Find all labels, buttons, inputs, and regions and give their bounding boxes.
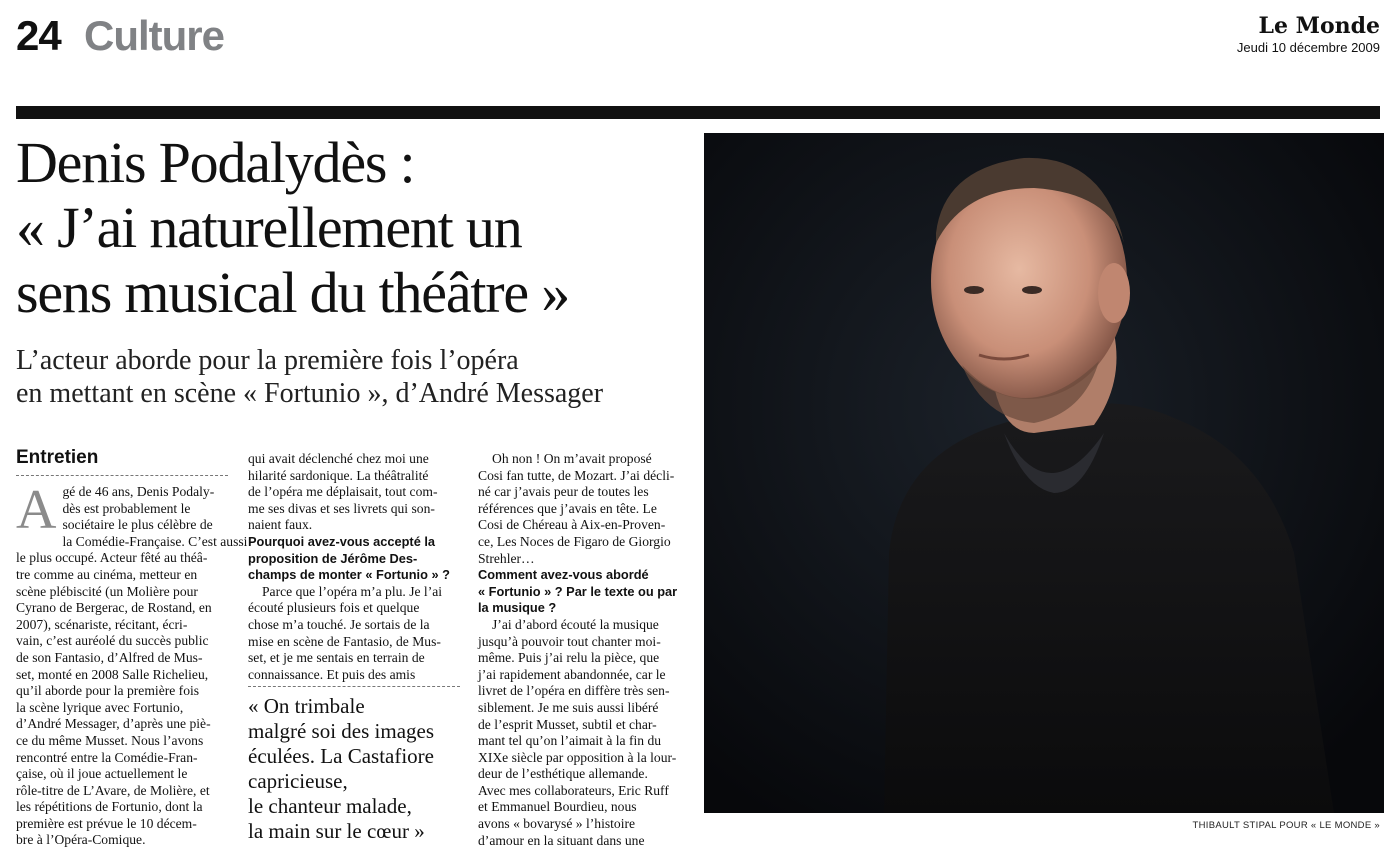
body-line: avons « bovarysé » l’histoire xyxy=(478,816,636,832)
body-line: les répétitions de Fortunio, dont la xyxy=(16,799,203,815)
pullquote-divider xyxy=(248,686,460,687)
body-line: Cosi fan tutte, de Mozart. J’ai décli- xyxy=(478,467,675,483)
body-line: d’André Messager, d’après une piè- xyxy=(16,716,211,732)
body-line: çaise, où il joue actuellement le xyxy=(16,766,188,782)
kicker-divider xyxy=(16,475,228,476)
issue-date: Jeudi 10 décembre 2009 xyxy=(1236,40,1380,55)
body-line: de son Fantasio, d’Alfred de Mus- xyxy=(16,649,203,665)
body-line: scène plébiscité (un Molière pour xyxy=(16,583,198,599)
body-line: la Comédie-Française. C’est aussi xyxy=(62,533,248,549)
pull-quote-line: capricieuse, xyxy=(248,769,348,793)
pull-quote-line: « On trimbale xyxy=(248,694,365,718)
body-line: set, et je me sentais en terrain de xyxy=(248,650,425,666)
photo-credit: THIBAULT STIPAL POUR « LE MONDE » xyxy=(1192,820,1380,831)
body-line: XIXe siècle par opposition à la lour- xyxy=(478,749,677,765)
body-line: me ses divas et ses livrets qui son- xyxy=(248,500,435,516)
body-line: rôle-titre de L’Avare, de Molière, et xyxy=(16,782,210,798)
body-line: références que j’avais en tête. Le xyxy=(478,500,657,516)
body-line: né car j’avais peur de toutes les xyxy=(478,484,649,500)
drop-cap: A xyxy=(16,479,57,541)
body-line: Strehler… xyxy=(478,550,535,566)
body-line: de l’opéra me déplaisait, tout com- xyxy=(248,484,438,500)
body-line: ce, Les Noces de Figaro de Giorgio xyxy=(478,533,671,549)
body-line: première est prévue le 10 décem- xyxy=(16,815,197,831)
body-line: deur de l’esthétique allemande. xyxy=(478,766,648,782)
interview-question: la musique ? xyxy=(478,600,557,616)
interview-question: Comment avez-vous abordé xyxy=(478,567,649,583)
standfirst-line: L’acteur aborde pour la première fois l’opéra xyxy=(16,345,519,376)
interview-question: champs de monter « Fortunio » ? xyxy=(248,567,450,583)
body-line: qui avait déclenché chez moi une xyxy=(248,451,429,466)
body-line: J’ai d’abord écouté la musique xyxy=(492,616,659,632)
body-line: 2007), scénariste, récitant, écri- xyxy=(16,616,188,632)
body-line: connaissance. Et puis des amis xyxy=(248,666,416,682)
body-line: même. Puis j’ai relu la pièce, que xyxy=(478,650,660,666)
standfirst xyxy=(16,344,696,410)
body-line: hilarité sardonique. La théâtralité xyxy=(248,467,429,483)
kicker: Entretien xyxy=(16,447,99,468)
headline xyxy=(16,130,696,325)
headline-line: Denis Podalydès : xyxy=(16,130,415,195)
body-line: qu’il aborde pour la première fois xyxy=(16,683,200,699)
article-column-2 xyxy=(248,451,460,687)
pull-quote-line: malgré soi des images xyxy=(248,719,435,743)
body-line: de l’esprit Musset, subtil et char- xyxy=(478,716,657,732)
portrait-illustration xyxy=(704,133,1384,813)
body-line: Cosi de Chéreau à Aix-en-Proven- xyxy=(478,517,666,533)
body-line: bre à l’Opéra-Comique. xyxy=(16,832,146,848)
interview-question: Pourquoi avez-vous accepté la xyxy=(248,533,436,549)
pull-quote-line: éculées. La Castafiore xyxy=(248,744,434,768)
body-line: j’ai rapidement abandonnée, car le xyxy=(478,666,666,682)
section-title: Culture xyxy=(84,12,224,59)
body-line: le plus occupé. Acteur fêté au théâ- xyxy=(16,550,208,566)
body-line: Cyrano de Bergerac, de Rostand, en xyxy=(16,600,212,616)
headline-line: « J’ai naturellement un xyxy=(16,195,522,260)
article-column-1 xyxy=(16,447,248,849)
header-rule xyxy=(16,106,1380,119)
body-line: Oh non ! On m’avait proposé xyxy=(492,451,652,466)
body-line: Avec mes collaborateurs, Eric Ruff xyxy=(478,782,669,798)
body-line: et Emmanuel Bourdieu, nous xyxy=(478,799,637,815)
body-line: vain, c’est auréolé du succès public xyxy=(16,633,209,649)
body-line: la scène lyrique avec Fortunio, xyxy=(16,699,184,715)
body-line: sociétaire le plus célèbre de xyxy=(62,517,213,533)
body-line: Parce que l’opéra m’a plu. Je l’ai xyxy=(262,583,443,599)
body-line: rencontré entre la Comédie-Fran- xyxy=(16,749,198,765)
portrait-photo xyxy=(704,133,1384,813)
standfirst-line: en mettant en scène « Fortunio », d’André Messager xyxy=(16,378,604,409)
body-line: naient faux. xyxy=(248,517,313,533)
body-line: jusqu’à pouvoir tout chanter moi- xyxy=(478,633,661,649)
article-column-3 xyxy=(478,451,690,849)
body-line: mant tel qu’on l’aimait à la fin du xyxy=(478,733,662,749)
body-line: chose m’a touché. Je sortais de la xyxy=(248,616,430,632)
body-line: tre comme au cinéma, metteur en xyxy=(16,566,198,582)
body-line: gé de 46 ans, Denis Podaly- xyxy=(62,484,215,499)
body-line: dès est probablement le xyxy=(62,500,191,516)
body-line: set, monté en 2008 Salle Richelieu, xyxy=(16,666,209,682)
pull-quote xyxy=(248,694,460,844)
body-line: mise en scène de Fantasio, de Mus- xyxy=(248,633,441,649)
body-line: siblement. Je me suis aussi libéré xyxy=(478,699,659,715)
pull-quote-line: la main sur le cœur » xyxy=(248,819,425,843)
masthead-logo: Le Monde xyxy=(1258,13,1380,39)
body-line: d’amour en la situant dans une xyxy=(478,832,645,848)
pull-quote-line: le chanteur malade, xyxy=(248,794,412,818)
body-line: ce du même Musset. Nous l’avons xyxy=(16,732,204,748)
interview-question: proposition de Jérôme Des- xyxy=(248,550,418,566)
body-line: écouté plusieurs fois et quelque xyxy=(248,600,420,616)
headline-line: sens musical du théâtre » xyxy=(16,260,570,325)
page-number: 24 xyxy=(16,12,61,59)
body-line: livret de l’opéra en diffère très sen- xyxy=(478,683,670,699)
interview-question: « Fortunio » ? Par le texte ou par xyxy=(478,583,678,599)
